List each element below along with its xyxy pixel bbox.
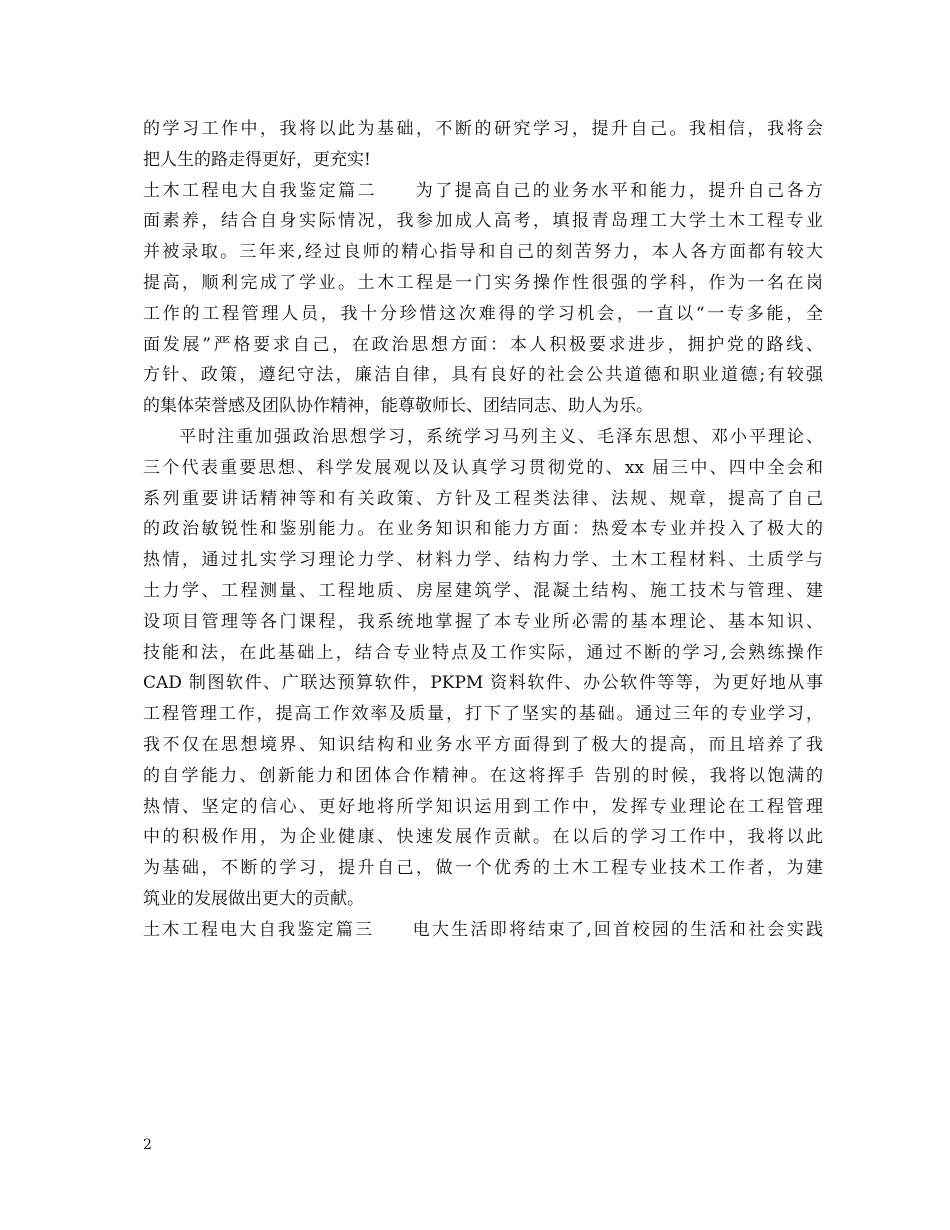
text-line: 我不仅在思想境界、知识结构和业务水平方面得到了极大的提高，而且培养了我 — [143, 734, 823, 755]
text-line: 土力学、工程测量、工程地质、房屋建筑学、混凝土结构、施工技术与管理、建 — [143, 580, 823, 601]
text-line: 技能和法，在此基础上，结合专业特点及工作实际，通过不断的学习,会熟练操作 — [143, 642, 823, 663]
section-heading-line — [143, 915, 823, 946]
text-line: 方针、政策，遵纪守法，廉洁自律，具有良好的社会公共道德和职业道德;有较强 — [143, 365, 823, 386]
text-line: 面素养，结合自身实际情况，我参加成人高考，填报青岛理工大学土木工程专业 — [143, 211, 823, 232]
text-line: 为基础，不断的学习，提升自己，做一个优秀的土木工程专业技术工作者，为建 — [143, 858, 823, 879]
text-line: 的集体荣誉感及团队协作精神，能尊敬师长、团结同志、助人为乐。 — [143, 396, 653, 417]
text-line: 并被录取。三年来,经过良师的精心指导和自己的刻苦努力，本人各方面都有较大 — [143, 242, 823, 263]
text-line: 热情、坚定的信心、更好地将所学知识运用到工作中，发挥专业理论在工程管理 — [143, 796, 823, 817]
text-line: 三个代表重要思想、科学发展观以及认真学习贯彻党的、xx 届三中、四中全会和 — [143, 457, 823, 478]
text-line: 系列重要讲话精神等和有关政策、方针及工程类法律、法规、规章，提高了自己 — [143, 488, 823, 509]
section-heading: 土木工程电大自我鉴定篇三 — [143, 919, 375, 940]
text-line: 的政治敏锐性和鉴别能力。在业务知识和能力方面：热爱本专业并投入了极大的 — [143, 519, 823, 540]
text-line: 工程管理工作，提高工作效率及质量，打下了坚实的基础。通过三年的专业学习， — [143, 704, 823, 725]
text-line: 设项目管理等各门课程，我系统地掌握了本专业所必需的基本理论、基本知识、 — [143, 611, 823, 632]
page-number: 2 — [143, 1137, 152, 1153]
text-line: 的自学能力、创新能力和团体合作精神。在这将挥手 告别的时候，我将以饱满的 — [143, 765, 823, 786]
paragraph-first-line: 平时注重加强政治思想学习，系统学习马列主义、毛泽东思想、邓小平理论、 — [179, 426, 823, 447]
section-text: 电大生活即将结束了,回首校园的生活和社会实践 — [410, 919, 823, 940]
section-text: 为了提高自己的业务水平和能力，提升自己各方 — [413, 180, 823, 201]
text-line: CAD 制图软件、广联达预算软件，PKPM 资料软件、办公软件等等，为更好地从事 — [143, 673, 823, 694]
text-line: 面发展”严格要求自己，在政治思想方面：本人积极要求进步，拥护党的路线、 — [143, 334, 823, 355]
section-heading-line — [143, 176, 823, 207]
text-line: 工作的工程管理人员，我十分珍惜这次难得的学习机会，一直以“一专多能，全 — [143, 303, 823, 324]
text-line: 提高，顺利完成了学业。土木工程是一门实务操作性很强的学科，作为一名在岗 — [143, 272, 823, 293]
body-text — [143, 114, 823, 946]
text-line: 中的积极作用，为企业健康、快速发展作贡献。在以后的学习工作中，我将以此 — [143, 827, 823, 848]
section-heading: 土木工程电大自我鉴定篇二 — [143, 180, 378, 201]
text-line: 把人生的路走得更好，更充实! — [143, 149, 371, 170]
text-line: 的学习工作中，我将以此为基础，不断的研究学习，提升自己。我相信，我将会 — [143, 119, 823, 139]
text-line: 筑业的发展做出更大的贡献。 — [143, 888, 364, 909]
text-line: 热情，通过扎实学习理论力学、材料力学、结构力学、土木工程材料、土质学与 — [143, 550, 823, 571]
